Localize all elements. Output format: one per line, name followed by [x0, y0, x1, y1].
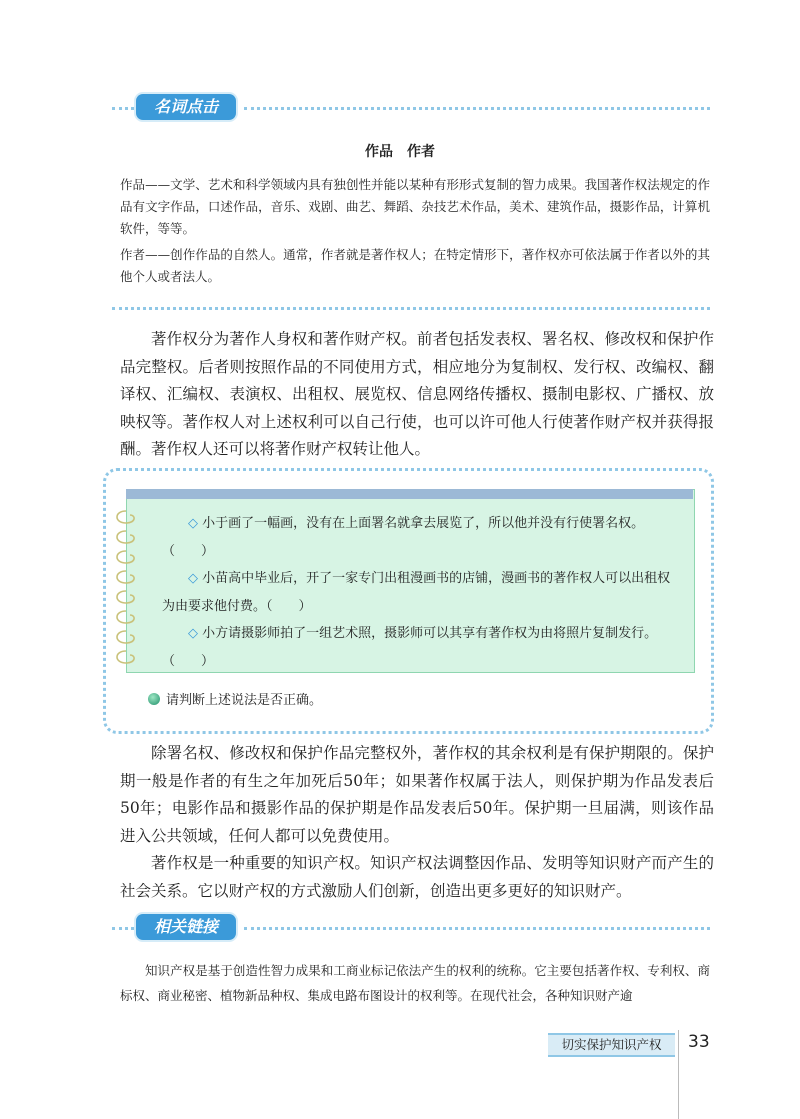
body-paragraph: 著作权分为著作人身权和著作财产权。前者包括发表权、署名权、修改权和保护作品完整权。后者则按照作品的不同使用方式，相应地分为复制权、发行权、改编权、翻译权、汇编权、表演权、出租权、展览权、信息网络传播权、摄制电影权、广播权、放映权等。著作权人对上述权利可以自己行使，也可以许可他人行使著作财产权并获得报酬。著作权人还可以将著作财产权转让他人。 [120, 330, 714, 458]
body-paragraph: 著作权是一种重要的知识产权。知识产权法调整因作品、发明等知识财产而产生的社会关系。它以财产权的方式激励人们创新，创造出更多更好的知识财产。 [120, 854, 714, 900]
footer-section-title: 切实保护知识产权 [548, 1033, 675, 1057]
exercise-items [162, 510, 672, 675]
diamond-icon: ◇ [188, 571, 198, 586]
term-section-end-dotline [112, 307, 710, 310]
link-section-tag: 相关链接 [136, 914, 236, 940]
term-section-dotline-right [244, 107, 710, 110]
diamond-icon: ◇ [188, 516, 198, 531]
term-definition-work: 作品——文学、艺术和科学领域内具有独创性并能以某种有形形式复制的智力成果。我国著作权法规定的作品有文字作品，口述作品，音乐、戏剧、曲艺、舞蹈、杂技艺术作品，美术、建筑作品，摄影作品，计算机软件，等等。 [120, 177, 710, 236]
page-number: 33 [688, 1032, 710, 1052]
exercise-item [162, 510, 672, 565]
term-definitions [120, 174, 710, 288]
link-section-dotline-right [244, 927, 710, 930]
term-title: 作品 作者 [365, 144, 435, 160]
exercise-item-text: 小方请摄影师拍了一组艺术照，摄影师可以其享有著作权为由将照片复制发行。（ ） [162, 626, 658, 669]
body-paragraphs-2 [120, 740, 714, 905]
exercise-hint [148, 689, 322, 708]
exercise-item-text: 小于画了一幅画，没有在上面署名就拿去展览了，所以他并没有行使署名权。（ ） [162, 516, 645, 559]
diamond-icon: ◇ [188, 626, 198, 641]
notebook-top-bar [126, 489, 693, 499]
exercise-item [162, 620, 672, 675]
body-paragraph: 除署名权、修改权和保护作品完整权外，著作权的其余权利是有保护期限的。保护期一般是作者的有生之年加死后50年；如果著作权属于法人，则保护期为作品发表后50年；电影作品和摄影作品的保护期是作品发表后50年。保护期一旦届满，则该作品进入公共领域，任何人都可以免费使用。 [120, 744, 714, 845]
body-paragraphs-1 [120, 326, 714, 464]
footer-divider [678, 1030, 679, 1119]
link-paragraph: 知识产权是基于创造性智力成果和工商业标记依法产生的权利的统称。它主要包括著作权、专利权、商标权、商业秘密、植物新品种权、集成电路布图设计的权利等。在现代社会，各种知识财产逾 [120, 963, 710, 1003]
term-definition-author: 作者——创作作品的自然人。通常，作者就是著作权人；在特定情形下，著作权亦可依法属于作者以外的其他个人或者法人。 [120, 247, 710, 284]
link-section-text [120, 958, 710, 1008]
term-section-dotline-left [112, 107, 134, 110]
exercise-item [162, 565, 672, 620]
notebook-rings-icon [112, 505, 142, 670]
link-section-dotline-left [112, 927, 134, 930]
term-section-tag: 名词点击 [136, 94, 236, 120]
exercise-item-text: 小苗高中毕业后，开了一家专门出租漫画书的店铺，漫画书的著作权人可以出租权为由要求他付费。（ ） [162, 571, 671, 614]
bullet-icon [148, 693, 160, 705]
exercise-hint-text: 请判断上述说法是否正确。 [166, 693, 323, 708]
